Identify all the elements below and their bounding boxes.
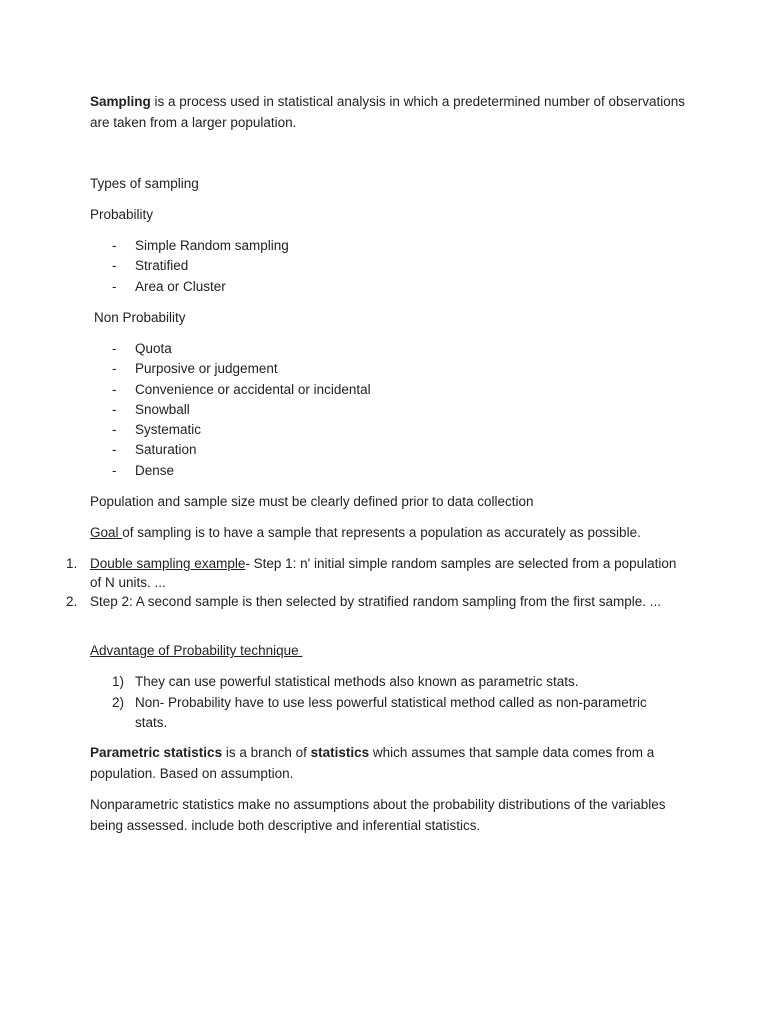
sampling-term: Sampling (90, 94, 151, 109)
dash-bullet: - (112, 341, 117, 356)
list-item: - Quota (90, 339, 371, 359)
probability-heading: Probability (90, 207, 154, 222)
list-item: - Snowball (90, 400, 371, 420)
list-item: - Systematic (90, 420, 371, 440)
goal-paragraph (90, 523, 690, 544)
probability-list (90, 236, 289, 297)
nonparametric-paragraph: Nonparametric statistics make no assumptions about the probability distributions of the variables being assessed. include both descriptive and inferential statistics. (90, 797, 666, 833)
dash-bullet: - (112, 422, 117, 438)
goal-label: Goal (90, 525, 123, 540)
list-item: - Convenience or accidental or incidental (90, 380, 371, 400)
dash-bullet: - (112, 401, 117, 417)
list-item: 1) They can use powerful statistical methods also known as parametric stats. (112, 672, 672, 693)
step1-text: - Step 1: n' initial simple random samples are selected from a population of N units. ... (90, 556, 677, 590)
dash-bullet: - (112, 462, 117, 478)
double-sampling-link[interactable]: Double sampling example (90, 556, 246, 571)
list-number: 1) (112, 674, 125, 689)
non-probability-list (90, 339, 371, 481)
parametric-paragraph: Parametric statistics is a branch of statistics which assumes that sample data comes from a population. Based on assumption. (90, 745, 655, 781)
dash-bullet: - (112, 238, 117, 253)
goal-text: of sampling is to have a sample that represents a population as accurately as possible. (122, 525, 641, 540)
double-sampling-list (66, 554, 686, 611)
list-item: - Area or Cluster (90, 277, 289, 297)
parametric-term: Parametric statistics (90, 745, 223, 760)
population-note: Population and sample size must be clearly defined prior to data collection (90, 494, 534, 509)
list-item (66, 554, 686, 592)
dash-bullet: - (112, 381, 117, 397)
non-probability-heading: Non Probability (94, 310, 186, 325)
dash-bullet: - (112, 258, 117, 274)
list-number: 1. (66, 556, 78, 571)
dash-bullet: - (112, 361, 117, 377)
step2-text: Step 2: A second sample is then selected by stratified random sampling from the first sample. ... (90, 594, 662, 609)
list-item: - Stratified (90, 256, 289, 276)
list-item: - Simple Random sampling (90, 236, 289, 256)
list-number: 2. (66, 594, 78, 609)
list-item: - Dense (90, 461, 371, 481)
list-item: 2) Non- Probability have to use less powerful statistical method called as non-parametric stats. (112, 694, 647, 730)
intro-text: is a process used in statistical analysis in which a predetermined number of observations are taken from a larger population. (90, 94, 686, 130)
dash-bullet: - (112, 442, 117, 458)
advantage-list (112, 672, 672, 734)
list-number: 2) (112, 694, 125, 710)
statistics-term: statistics (310, 745, 370, 760)
dash-bullet: - (112, 278, 117, 294)
types-heading: Types of sampling (90, 176, 199, 191)
list-item: - Saturation (90, 440, 371, 460)
advantage-heading: Advantage of Probability technique (90, 643, 303, 658)
list-item (66, 592, 686, 611)
intro-paragraph (90, 92, 690, 133)
list-item: - Purposive or judgement (90, 359, 371, 379)
